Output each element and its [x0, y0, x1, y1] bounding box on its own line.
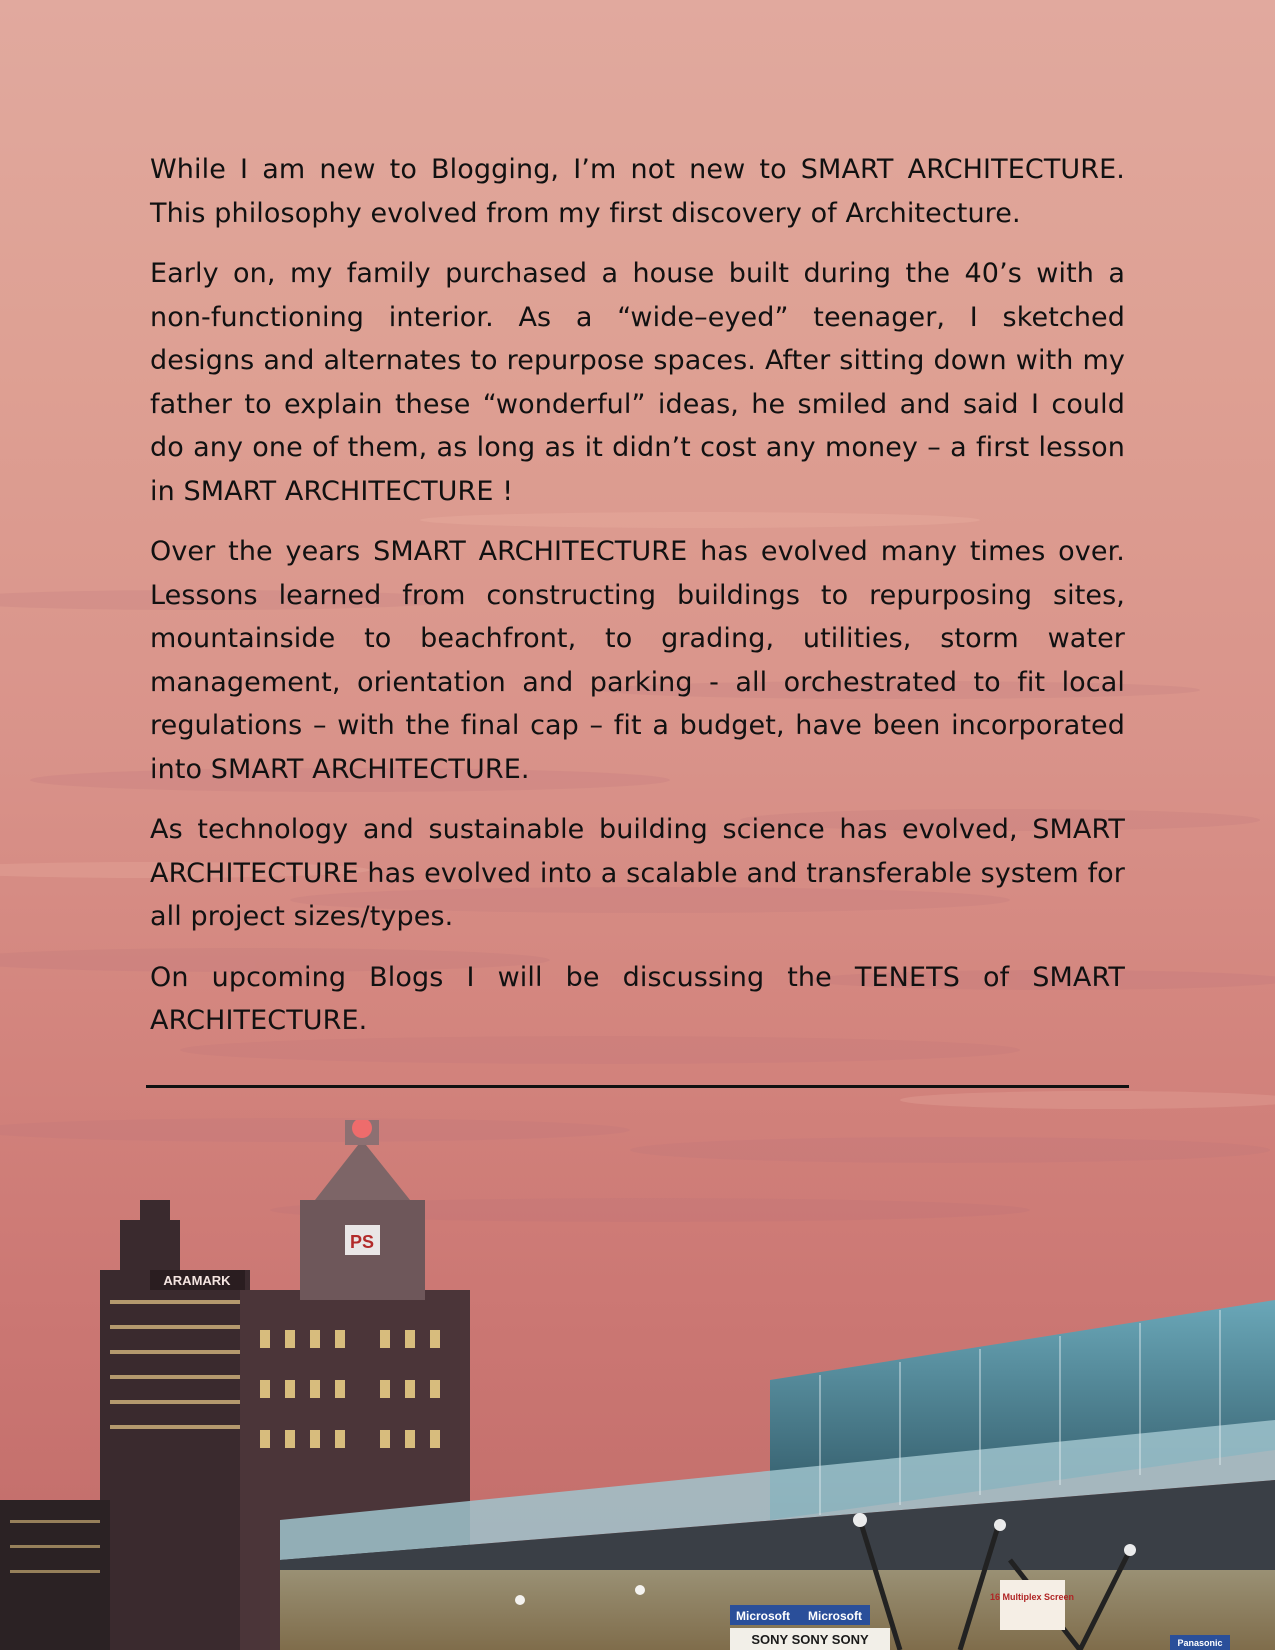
- city-skyline-illustration: [0, 1120, 1275, 1650]
- paragraph-intro: While I am new to Blogging, I’m not new to SMART ARCHITECTURE. This philosophy evolved from my first discovery of Architecture.: [150, 154, 1125, 229]
- sony-sign: SONY SONY SONY: [751, 1632, 869, 1647]
- multiplex-sign: 16 Multiplex Screen: [989, 1592, 1075, 1602]
- paragraph-over-the-years: Over the years SMART ARCHITECTURE has evolved many times over. Lessons learned from constructing buildings to repurposing sites, mountainside to beachfront, to grading, utilities, storm water management, orientation and parking - all orchestrated to fit local regulations – with the final cap – fit a budget, have been incorporated into SMART ARCHITECTURE.: [150, 536, 1125, 785]
- paragraph-technology: As technology and sustainable building science has evolved, SMART ARCHITECTURE has evolved into a scalable and transferable system for all project sizes/types.: [150, 814, 1125, 932]
- microsoft-sign-2: Microsoft: [808, 1609, 862, 1623]
- office-building-left: [100, 1200, 250, 1650]
- article-body: [150, 148, 1125, 1060]
- microsoft-sign-1: Microsoft: [736, 1609, 790, 1623]
- tower-crown-sign: PS: [349, 1232, 375, 1252]
- panasonic-sign: Panasonic: [1177, 1638, 1223, 1648]
- divider-line: [146, 1085, 1129, 1088]
- paragraph-upcoming: On upcoming Blogs I will be discussing the TENETS of SMART ARCHITECTURE.: [150, 961, 1125, 1036]
- paragraph-early-on: Early on, my family purchased a house built during the 40’s with a non-functioning interior. As a “wide–eyed” teenager, I sketched designs and alternates to repurpose spaces. After sitting down with my father to explain these “wonderful” ideas, he smiled and said I could do any one of them, as long as it didn’t cost any money – a first lesson in SMART ARCHITECTURE !: [150, 258, 1125, 507]
- aramark-sign: ARAMARK: [163, 1273, 231, 1288]
